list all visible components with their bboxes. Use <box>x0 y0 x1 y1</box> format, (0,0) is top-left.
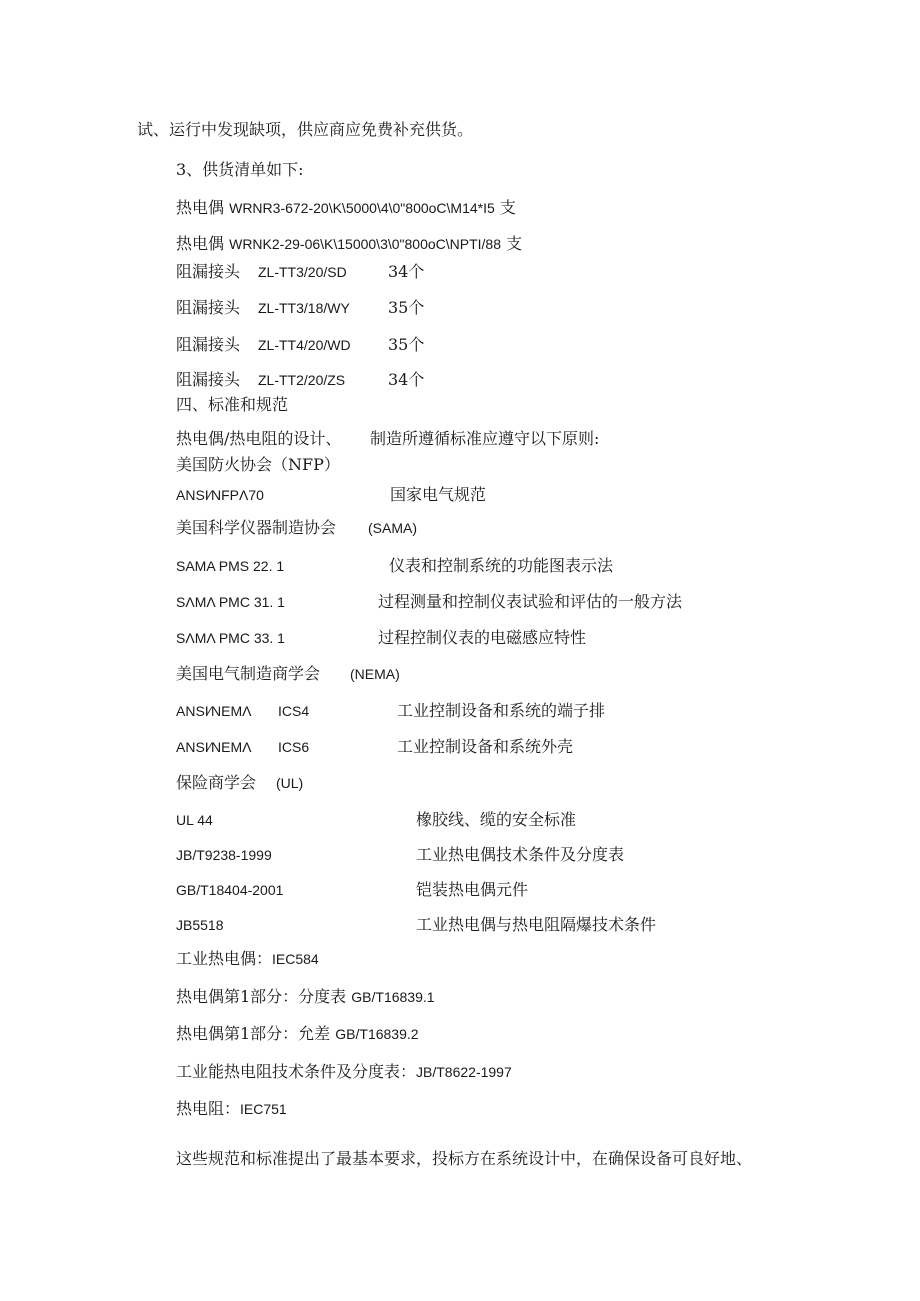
intro-line: 试、运行中发现缺项，供应商应免费补充供货。 <box>137 120 474 139</box>
misc-standard: 热电偶第1部分：分度表 GB/T16839.1 <box>176 987 435 1006</box>
misc-standard: 工业热电偶：IEC584 <box>176 949 319 968</box>
section-title: 四、标准和规范 <box>176 395 289 414</box>
supply-item: 热电偶 WRNK2-29-06\K\15000\3\0"800oC\NPTI/88 支 <box>176 234 523 253</box>
misc-standard: 热电偶第1部分：允差 GB/T16839.2 <box>176 1024 419 1043</box>
misc-standard: 工业能热电阻技术条件及分度表：JB/T8622-1997 <box>176 1062 512 1081</box>
supply-heading: 3、供货清单如下: <box>176 160 304 179</box>
supply-item: 热电偶 WRNR3-672-20\K\5000\4\0"800oC\M14*I5 支 <box>176 198 516 217</box>
closing-paragraph: 这些规范和标准提出了最基本要求，投标方在系统设计中，在确保设备可良好地、 <box>176 1149 753 1168</box>
misc-standard: 热电阻：IEC751 <box>176 1099 287 1118</box>
org-nfp: 美国防火协会（NFP） <box>176 455 340 474</box>
